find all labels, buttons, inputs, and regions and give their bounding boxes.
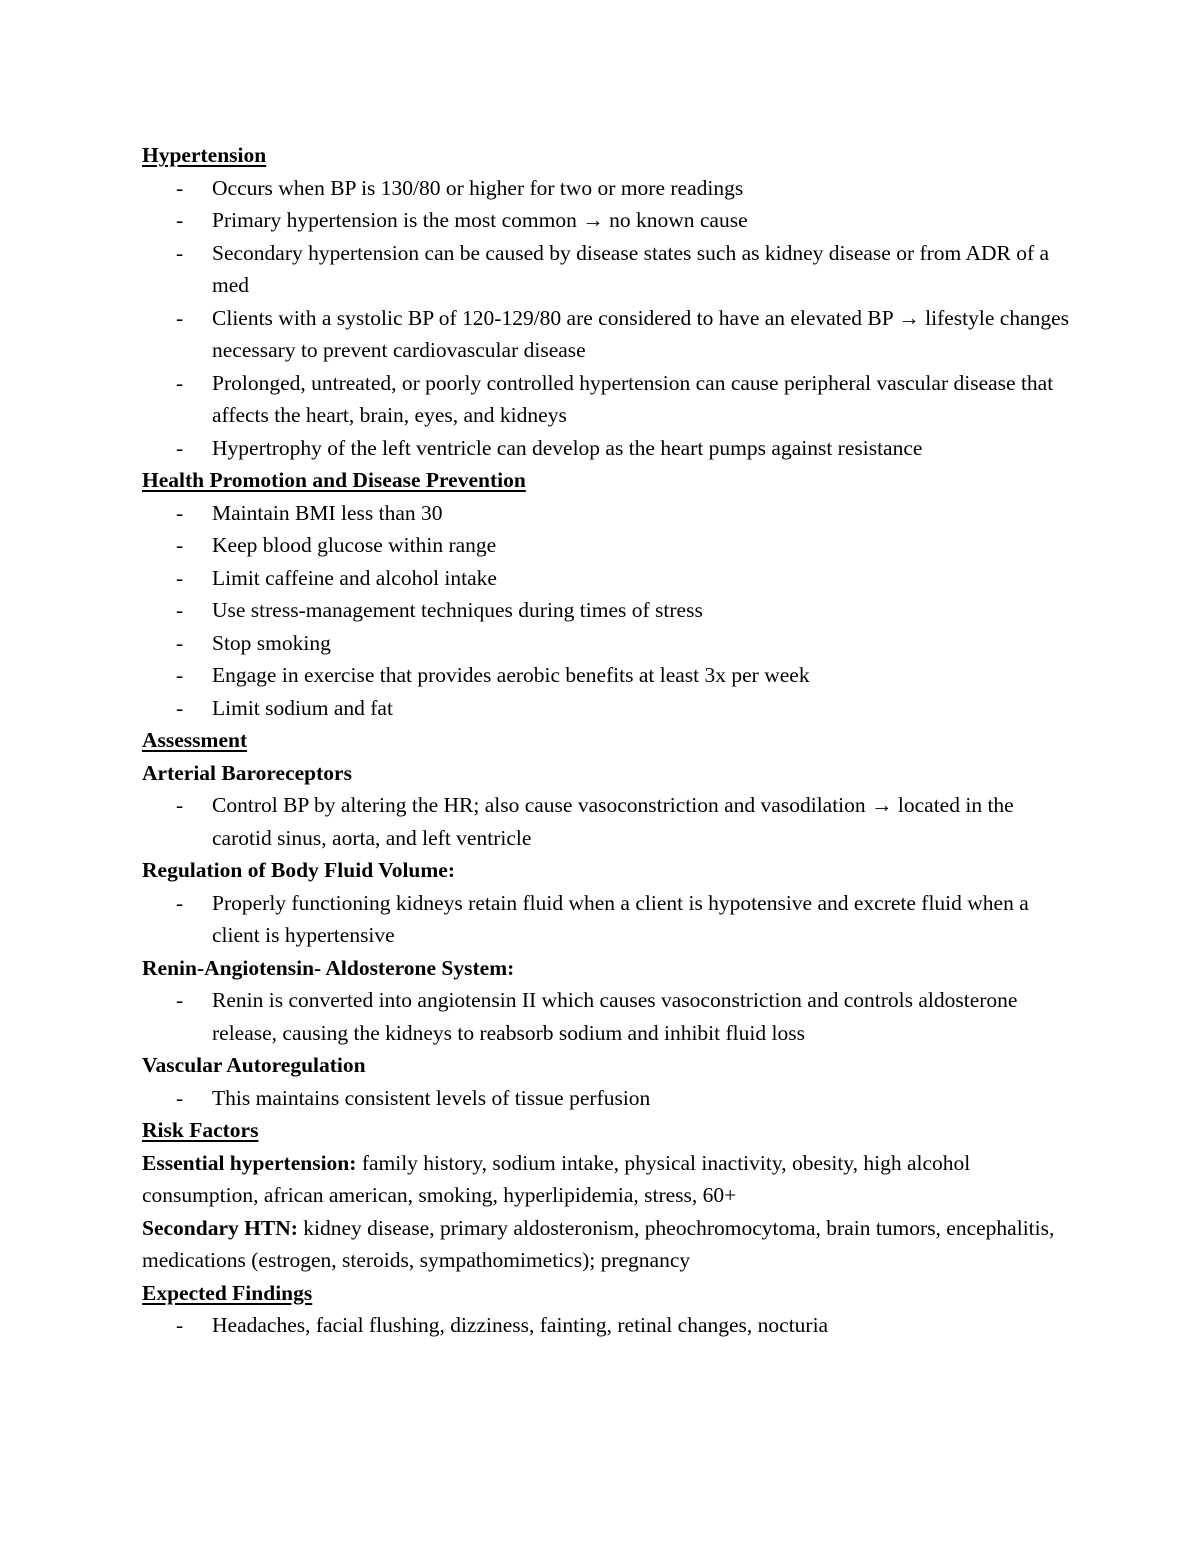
fluid-volume-list <box>142 887 1072 952</box>
secondary-htn-text: kidney disease, primary aldosteronism, pheochromocytoma, brain tumors, encephalitis, medications (estrogen, steroids, sympathomimetics); pregnancy <box>142 1215 1055 1272</box>
autoregulation-list <box>142 1082 1072 1115</box>
subheading-baroreceptors: Arterial Baroreceptors <box>142 760 352 785</box>
heading-health-promotion: Health Promotion and Disease Prevention <box>142 468 526 492</box>
document-body <box>142 139 1072 1342</box>
hypertension-list <box>142 172 1072 465</box>
list-item: - Properly functioning kidneys retain fluid when a client is hypotensive and excrete fluid when a client is hypertensive <box>142 887 1072 952</box>
heading-hypertension: Hypertension <box>142 143 267 167</box>
list-item: - Clients with a systolic BP of 120-129/80 are considered to have an elevated BP → lifestyle changes necessary to prevent cardiovascular disease <box>142 302 1072 367</box>
list-item: - Secondary hypertension can be caused by disease states such as kidney disease or from ADR of a med <box>142 237 1072 302</box>
list-item: - Renin is converted into angiotensin II which causes vasoconstriction and controls aldosterone release, causing the kidneys to reabsorb sodium and inhibit fluid loss <box>142 984 1072 1049</box>
list-item: - Keep blood glucose within range <box>142 529 1072 562</box>
list-item: - Maintain BMI less than 30 <box>142 497 1072 530</box>
subheading-raas: Renin-Angiotensin- Aldosterone System: <box>142 955 515 980</box>
list-item: - Limit sodium and fat <box>142 692 1072 725</box>
expected-findings-list <box>142 1309 1072 1342</box>
heading-expected-findings: Expected Findings <box>142 1280 313 1305</box>
list-item: - Headaches, facial flushing, dizziness, fainting, retinal changes, nocturia <box>142 1309 1072 1342</box>
list-item: - Control BP by altering the HR; also cause vasoconstriction and vasodilation → located in the carotid sinus, aorta, and left ventricle <box>142 789 1072 854</box>
list-item: - Limit caffeine and alcohol intake <box>142 562 1072 595</box>
list-item: - Occurs when BP is 130/80 or higher for two or more readings <box>142 172 1072 205</box>
essential-hypertension-paragraph <box>142 1147 1072 1212</box>
health-promotion-list <box>142 497 1072 725</box>
essential-hypertension-text: family history, sodium intake, physical inactivity, obesity, high alcohol consumption, african american, smoking, hyperlipidemia, stress, 60+ <box>142 1150 971 1207</box>
list-item: - Hypertrophy of the left ventricle can develop as the heart pumps against resistance <box>142 432 1072 465</box>
heading-assessment: Assessment <box>142 728 248 752</box>
essential-hypertension-label: Essential hypertension: <box>142 1150 357 1175</box>
baroreceptors-list <box>142 789 1072 854</box>
list-item: - Engage in exercise that provides aerobic benefits at least 3x per week <box>142 659 1072 692</box>
heading-risk-factors: Risk Factors <box>142 1118 259 1142</box>
subheading-autoregulation: Vascular Autoregulation <box>142 1053 366 1077</box>
subheading-fluid-volume: Regulation of Body Fluid Volume: <box>142 858 455 882</box>
raas-list <box>142 984 1072 1049</box>
secondary-htn-label: Secondary HTN: <box>142 1215 298 1240</box>
list-item: - Use stress-management techniques during times of stress <box>142 594 1072 627</box>
list-item: - Stop smoking <box>142 627 1072 660</box>
list-item: - This maintains consistent levels of tissue perfusion <box>142 1082 1072 1115</box>
secondary-htn-paragraph <box>142 1212 1072 1277</box>
list-item: - Primary hypertension is the most common → no known cause <box>142 204 1072 237</box>
list-item: - Prolonged, untreated, or poorly controlled hypertension can cause peripheral vascular disease that affects the heart, brain, eyes, and kidneys <box>142 367 1072 432</box>
